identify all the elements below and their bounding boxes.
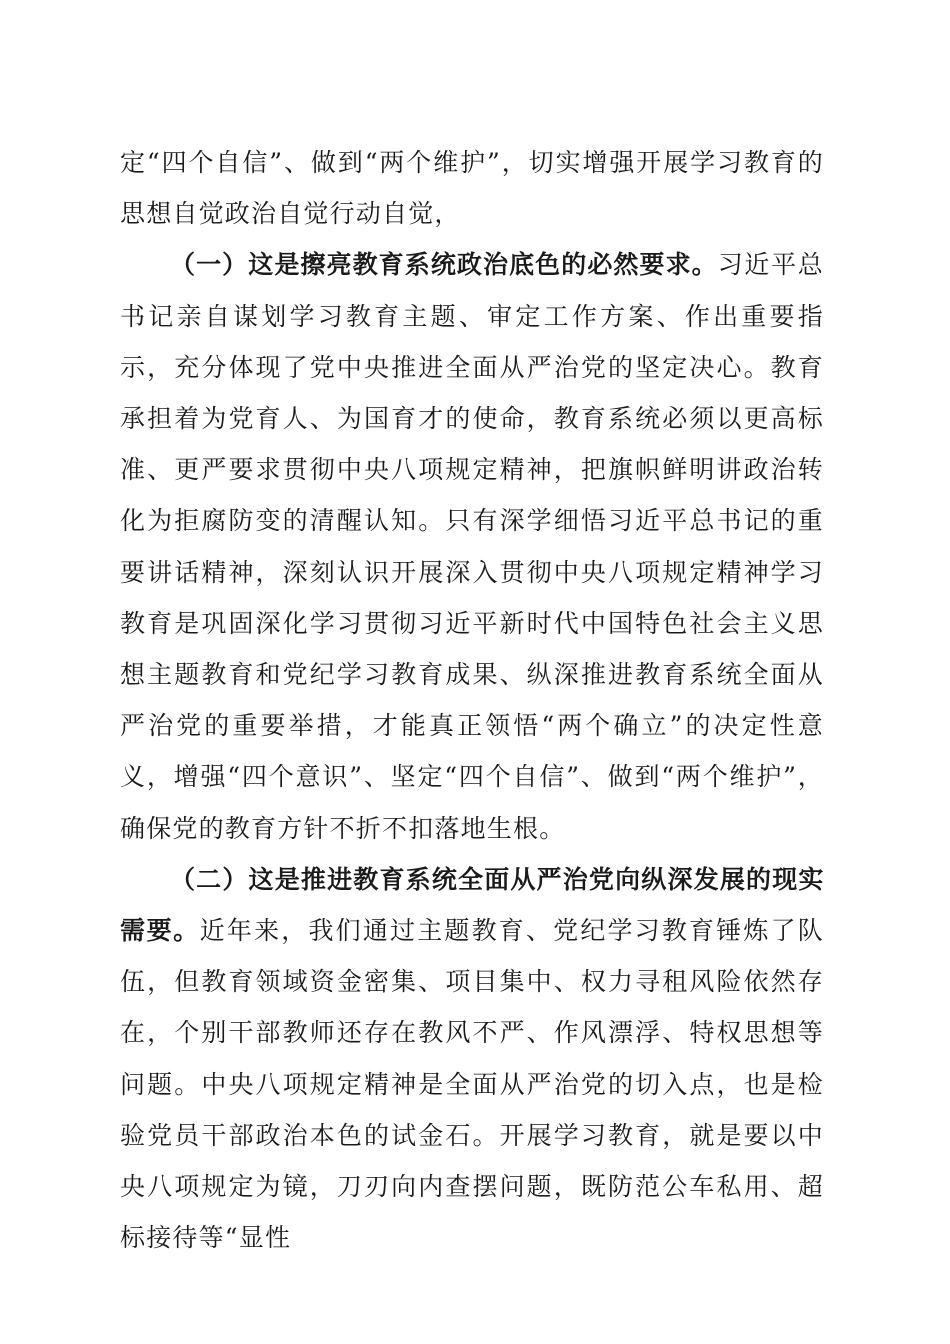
- section-1-body: 习近平总书记亲自谋划学习教育主题、审定工作方案、作出重要指示，充分体现了党中央推进全面从严治党的坚定决心。教育承担着为党育人、为国育才的使命，教育系统必须以更高标准、更严要求贯彻中央八项规定精神，把旗帜鲜明讲政治转化为拒腐防变的清醒认知。只有深学细悟习近平总书记的重要讲话精神，深刻认识开展深入贯彻中央八项规定精神学习教育是巩固深化学习贯彻习近平新时代中国特色社会主义思想主题教育和党纪学习教育成果、纵深推进教育系统全面从严治党的重要举措，才能真正领悟“两个确立”的决定性意义，增强“四个意识”、坚定“四个自信”、做到“两个维护”，确保党的教育方针不折不扣落地生根。: [120, 250, 824, 843]
- section-2-body: 近年来，我们通过主题教育、党纪学习教育锤炼了队伍，但教育领域资金密集、项目集中、权力寻租风险依然存在，个别干部教师还存在教风不严、作风漂浮、特权思想等问题。中央八项规定精神是全面从严治党的切入点，也是检验党员干部政治本色的试金石。开展学习教育，就是要以中央八项规定为镜，刀刃向内查摆问题，既防范公车私用、超标接待等“显性: [120, 916, 824, 1253]
- section-1-paragraph: [120, 239, 824, 853]
- section-1-heading: （一）这是擦亮教育系统政治底色的必然要求。: [170, 250, 718, 280]
- section-2-heading: （二）这是推进教育系统全面从严治党向纵深发展的现实需要。: [120, 864, 824, 946]
- continuation-paragraph: 定“四个自信”、做到“两个维护”，切实增强开展学习教育的思想自觉政治自觉行动自觉，: [120, 148, 824, 229]
- document-page: [120, 137, 824, 1263]
- section-2-paragraph: [120, 854, 824, 1264]
